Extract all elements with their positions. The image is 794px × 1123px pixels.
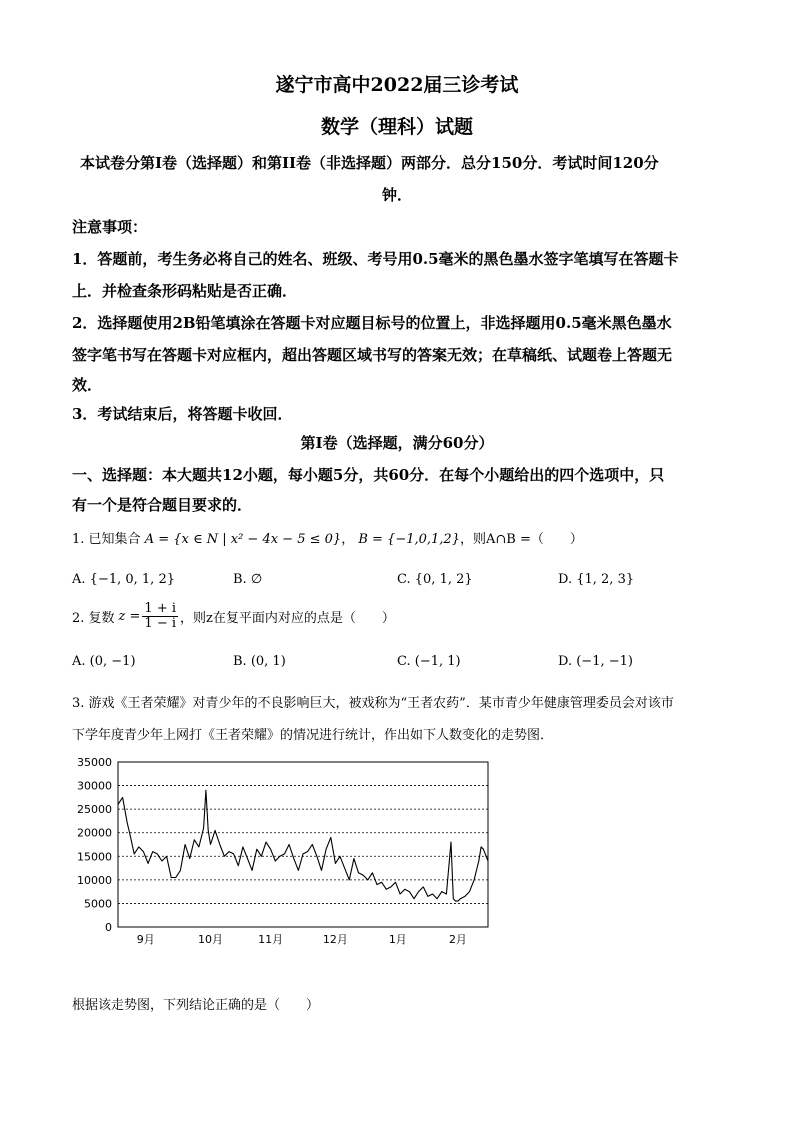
notes-item: 2．选择题使用2B铅笔填涂在答题卡对应题目标号的位置上，非选择题用0.5毫米黑色墨水 xyxy=(72,314,672,332)
q2-denominator: 1 − i xyxy=(144,616,177,632)
y-tick-label: 20000 xyxy=(77,826,112,840)
y-tick-label: 35000 xyxy=(77,756,112,769)
y-tick-label: 25000 xyxy=(77,803,112,817)
y-tick-label: 15000 xyxy=(77,850,112,864)
q1-set-b: B = {−1,0,1,2} xyxy=(358,532,460,547)
section-instruction-1: 一、选择题：本大题共12小题，每小题5分，共60分．在每个小题给出的四个选项中，只 xyxy=(72,466,665,484)
x-tick-label: 10月 xyxy=(198,933,223,946)
question-2 xyxy=(72,602,395,632)
exam-subtitle: 数学（理科）试题 xyxy=(320,116,473,138)
q1-suffix: ，则A∩B =（ ） xyxy=(459,532,583,547)
x-tick-label: 1月 xyxy=(388,933,407,946)
question-3-prompt: 根据该走势图，下列结论正确的是（ ） xyxy=(72,998,320,1013)
x-tick-label: 11月 xyxy=(258,933,284,946)
option-d[interactable]: D. {1, 2, 3} xyxy=(558,572,635,587)
q2-numerator: 1 + i xyxy=(144,601,177,616)
q2-suffix: ，则z在复平面内对应的点是（ ） xyxy=(180,611,395,627)
x-tick-label: 2月 xyxy=(448,933,467,946)
intro-line-1: 本试卷分第I卷（选择题）和第II卷（非选择题）两部分．总分150分．考试时间120分 xyxy=(80,154,659,172)
option-c[interactable]: C. (−1, 1) xyxy=(397,654,461,669)
x-tick-label: 12月 xyxy=(322,933,348,946)
y-tick-label: 5000 xyxy=(84,897,112,911)
section-instruction-2: 有一个是符合题目要求的． xyxy=(72,496,253,514)
chart-layer xyxy=(77,756,488,946)
option-a[interactable]: A. (0, −1) xyxy=(72,654,136,669)
option-c[interactable]: C. {0, 1, 2} xyxy=(397,572,473,587)
plot-frame xyxy=(118,762,488,927)
notes-item: 3．考试结束后，将答题卡收回． xyxy=(72,405,293,423)
q1-set-a: A = {x ∈ N | x² − 4x − 5 ≤ 0} xyxy=(144,532,342,547)
trend-chart xyxy=(68,752,498,952)
option-a[interactable]: A. {−1, 0, 1, 2} xyxy=(72,572,175,587)
part1-heading: 第I卷（选择题，满分60分） xyxy=(300,434,494,452)
exam-title: 遂宁市高中2022届三诊考试 xyxy=(275,74,519,96)
question-3-line-1: 3. 游戏《王者荣耀》对青少年的不良影响巨大，被戏称为“王者农药”．某市青少年健康管理委员会对该市 xyxy=(72,696,674,711)
q2-fraction xyxy=(142,602,178,632)
notes-item: 效． xyxy=(72,376,103,394)
option-b[interactable]: B. (0, 1) xyxy=(233,654,286,669)
notes-item: 上．并检查条形码粘贴是否正确． xyxy=(72,282,298,300)
y-tick-label: 30000 xyxy=(77,779,112,793)
x-tick-label: 9月 xyxy=(136,933,155,946)
q2-z-eq: z = xyxy=(118,609,141,625)
y-tick-label: 10000 xyxy=(77,873,112,887)
q1-prefix: 1. 已知集合 xyxy=(72,532,141,547)
notes-heading: 注意事项： xyxy=(72,218,148,236)
option-d[interactable]: D. (−1, −1) xyxy=(558,654,633,669)
notes-item: 1．答题前，考生务必将自己的姓名、班级、考号用0.5毫米的黑色墨水签字笔填写在答题卡 xyxy=(72,250,679,268)
y-tick-label: 0 xyxy=(105,921,112,934)
question-1 xyxy=(72,528,583,547)
intro-line-2: 钟． xyxy=(381,186,412,204)
q1-separator: ， xyxy=(341,532,355,547)
q2-prefix: 2. 复数 xyxy=(72,611,115,627)
question-3-line-2: 下学年度青少年上网打《王者荣耀》的情况进行统计，作出如下人数变化的走势图． xyxy=(72,728,554,743)
option-b[interactable]: B. ∅ xyxy=(233,572,263,587)
notes-item: 签字笔书写在答题卡对应框内，超出答题区域书写的答案无效；在草稿纸、试题卷上答题无 xyxy=(72,346,673,364)
